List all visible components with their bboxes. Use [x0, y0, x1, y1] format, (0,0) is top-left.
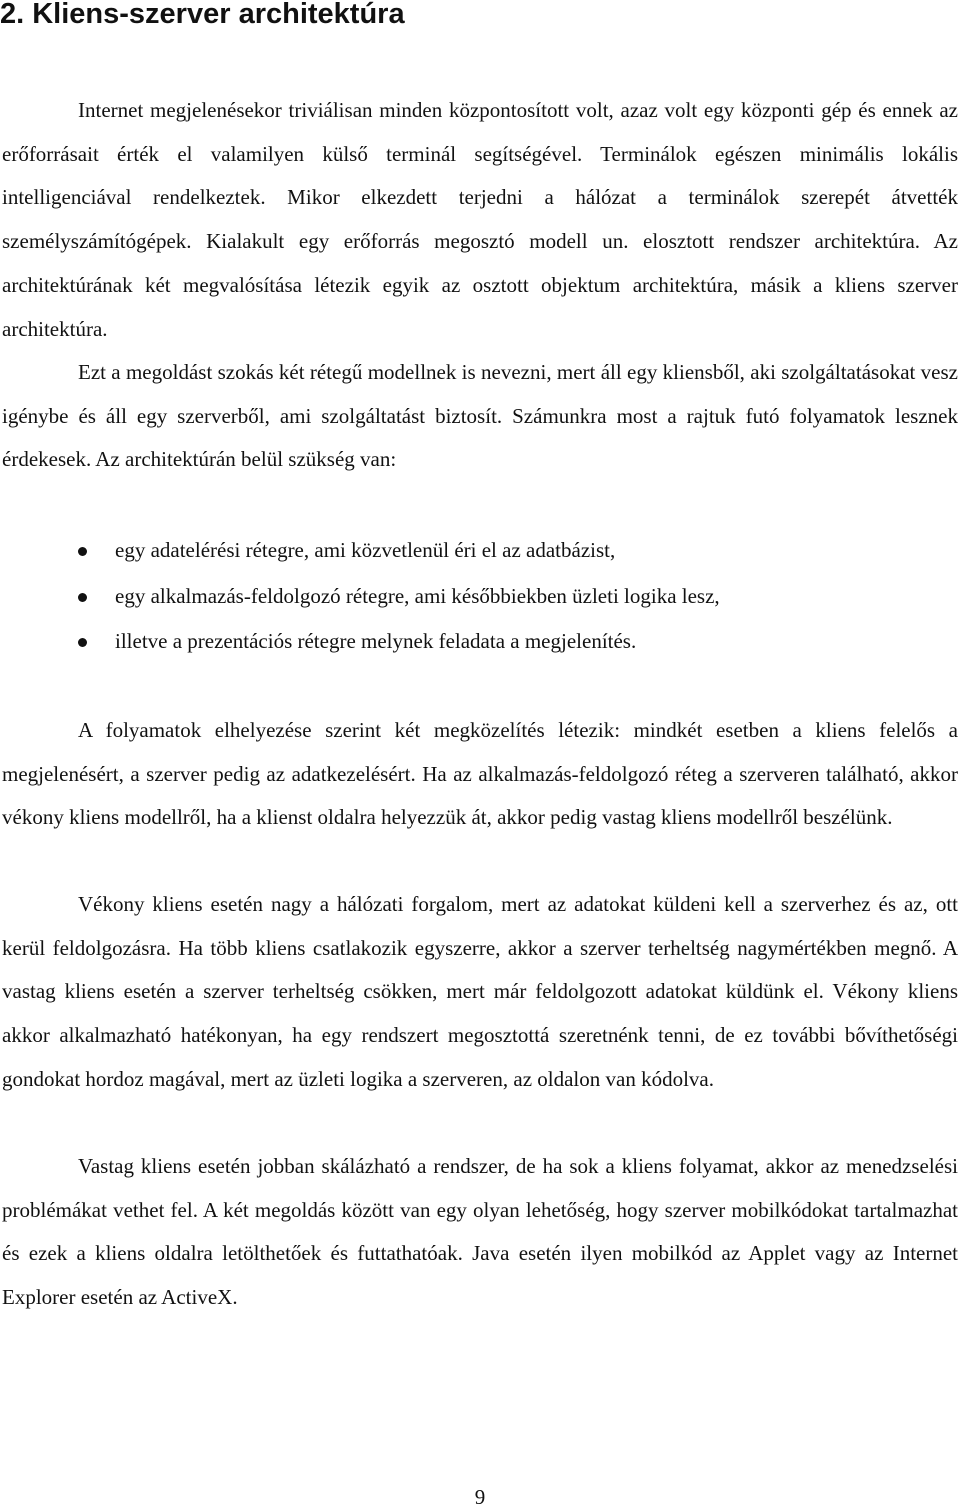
layer-bullet-list: [0, 528, 960, 665]
paragraph-two-tier: Ezt a megoldást szokás két rétegű modellnek is nevezni, mert áll egy kliensből, aki szolgáltatásokat vesz igénybe és áll egy szerverből, ami szolgáltatást biztosít. Számunkra most a rajtuk futó folyamatok lesznek érdekesek. Az architektúrán belül szükség van:: [2, 360, 958, 472]
list-item: [0, 574, 960, 620]
list-item: [0, 619, 960, 665]
bullet-icon: [78, 638, 87, 647]
chapter-heading: 2. Kliens-szerver architektúra: [0, 0, 405, 30]
paragraph-intro: Internet megjelenésekor triviálisan minden központosított volt, azaz volt egy központi gép és ennek az erőforrásait érték el valamilyen külső terminál segítségével. Terminálok egészen minimális lokális intelligenciával rendelkeztek. Mikor elkezdett terjedni a hálózat a terminálok szerepét átvették személyszámítógépek. Kialakult egy erőforrás megosztó modell un. elosztott rendszer architektúra. Az architektúrának két megvalósítása létezik egyik az osztott objektum architektúra, másik a kliens szerver architektúra.: [2, 98, 958, 341]
paragraph-thin-client: Vékony kliens esetén nagy a hálózati forgalom, mert az adatokat küldeni kell a szerverhez és az, ott kerül feldolgozásra. Ha több kliens csatlakozik egyszerre, akkor a szerver terheltség nagymértékben megnő. A vastag kliens esetén a szerver terheltség csökken, mert már feldolgozott adatokat küldünk el. Vékony kliens akkor alkalmazható hatékonyan, ha egy rendszert megosztottá szeretnénk tenni, de ez további bővíthetőségi gondokat hordoz magával, mert az üzleti logika a szerveren, az oldalon van kódolva.: [2, 892, 958, 1091]
list-item-text: illetve a prezentációs rétegre melynek feladata a megjelenítés.: [115, 629, 637, 653]
list-item-text: egy alkalmazás-feldolgozó rétegre, ami későbbiekben üzleti logika lesz,: [115, 583, 720, 608]
list-item-text: egy adatelérési rétegre, ami közvetlenül éri el az adatbázist,: [115, 538, 616, 562]
page-number: 9: [474, 1485, 486, 1509]
bullet-icon: [78, 593, 87, 602]
paragraph-approaches: A folyamatok elhelyezése szerint két megközelítés létezik: mindkét esetben a kliens felelős a megjelenésért, a szerver pedig az adatkezelésért. Ha az alkalmazás-feldolgozó réteg a szerveren található, akkor vékony kliens modellről, ha a klienst oldalra helyezzük át, akkor pedig vastag kliens modellről beszélünk.: [2, 718, 958, 830]
bullet-icon: [78, 547, 87, 556]
paragraph-thick-client: Vastag kliens esetén jobban skálázható a rendszer, de ha sok a kliens folyamat, akkor az menedzselési problémákat vethet fel. A két megoldás között van egy olyan lehetőség, hogy szerver mobilkódokat tartalmazhat és ezek a kliens oldalra letölthetőek és futtathatóak. Java esetén ilyen mobilkód az Applet vagy az Internet Explorer esetén az ActiveX.: [2, 1154, 958, 1310]
list-item: [0, 528, 960, 574]
